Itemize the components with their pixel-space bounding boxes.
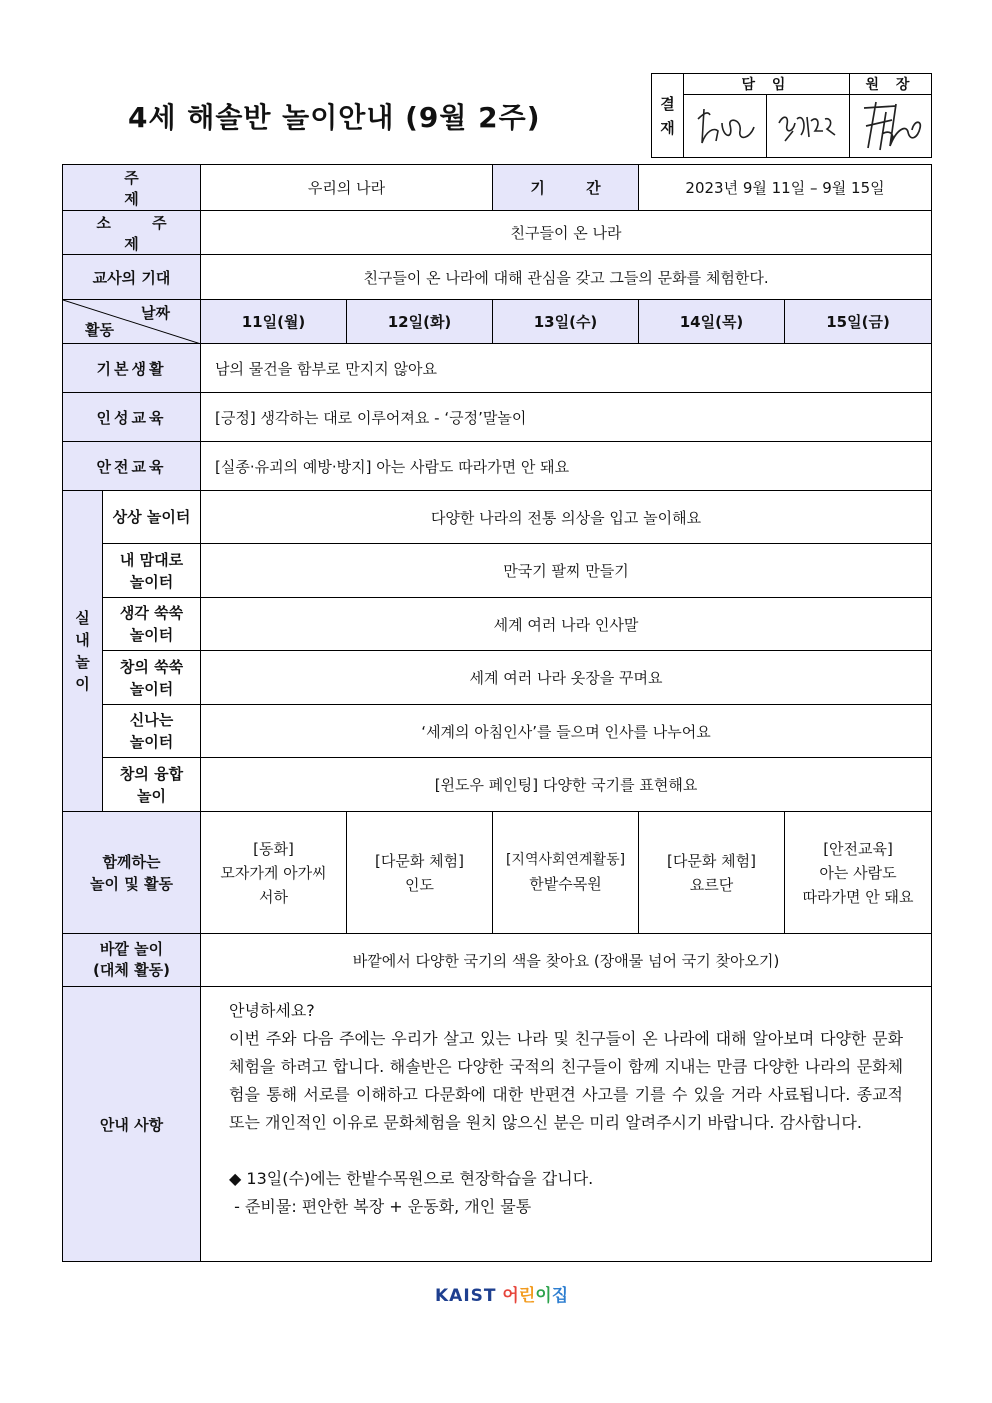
indoor-item-value: [윈도우 페인팅] 다양한 국기를 표현해요 bbox=[201, 758, 932, 812]
subtheme-label: 소 주 제 bbox=[63, 211, 201, 255]
outdoor-value: 바깥에서 다양한 국기의 색을 찾아요 (장애물 넘어 국기 찾아오기) bbox=[201, 934, 932, 987]
theme-value: 우리의 나라 bbox=[201, 165, 493, 211]
theme-label: 주 제 bbox=[63, 165, 201, 211]
together-day-1: [동화] 모자가게 아가씨 서하 bbox=[201, 812, 347, 934]
page-title: 4세 해솔반 놀이안내 (9월 2주) bbox=[128, 101, 541, 134]
approval-label-top: 결 bbox=[660, 94, 675, 113]
teacher-header: 담 임 bbox=[684, 74, 850, 95]
indoor-item-value: 다양한 나라의 전통 의상을 입고 놀이해요 bbox=[201, 491, 932, 544]
notice-content bbox=[201, 987, 932, 1262]
indoor-item-name: 생각 쑥쑥 놀이터 bbox=[103, 598, 201, 651]
teacher-signature-2 bbox=[767, 95, 850, 158]
date-label: 날짜 bbox=[141, 304, 171, 322]
day-header: 14일(목) bbox=[639, 300, 785, 344]
safety-edu-value: [실종·유괴의 예방·방지] 아는 사람도 따라가면 안 돼요 bbox=[201, 442, 932, 491]
together-day-2: [다문화 체험] 인도 bbox=[347, 812, 493, 934]
basic-life-label: 기본생활 bbox=[63, 344, 201, 393]
day-header: 15일(금) bbox=[785, 300, 932, 344]
indoor-item-value: 세계 여러 나라 옷장을 꾸며요 bbox=[201, 651, 932, 705]
director-header: 원 장 bbox=[850, 74, 932, 95]
weekly-plan-table bbox=[62, 164, 932, 1262]
indoor-item-name: 상상 놀이터 bbox=[103, 491, 201, 544]
character-edu-label: 인성교육 bbox=[63, 393, 201, 442]
safety-edu-label: 안전교육 bbox=[63, 442, 201, 491]
subtheme-value: 친구들이 온 나라 bbox=[201, 211, 932, 255]
expect-value: 친구들이 온 나라에 대해 관심을 갖고 그들의 문화를 체험한다. bbox=[201, 255, 932, 300]
together-day-5: [안전교육] 아는 사람도 따라가면 안 돼요 bbox=[785, 812, 932, 934]
approval-label bbox=[652, 74, 684, 158]
day-header: 12일(화) bbox=[347, 300, 493, 344]
kaist-daycare-logo: KAIST 어린이집 bbox=[435, 1286, 569, 1306]
together-label: 함께하는 놀이 및 활동 bbox=[63, 812, 201, 934]
approval-label-bottom: 재 bbox=[660, 118, 675, 137]
notice-body: 이번 주와 다음 주에는 우리가 살고 있는 나라 및 친구들이 온 나라에 대해 알아보며 다양한 문화체험을 하려고 합니다. 해솔반은 다양한 국적의 친구들이 함께 지내는 만큼 다양한 나라의 문화체험을 통해 서로를 이해하고 다문화에 대한 반편견 사고를 기를 수 있을 거라 사료됩니다. 종교적 또는 개인적인 이유로 문화체험을 원치 않으신 분은 미리 알려주시기 바랍니다. 감사합니다. bbox=[229, 1029, 904, 1132]
notice-prep: - 준비물: 편안한 복장 + 운동화, 개인 물통 bbox=[229, 1197, 532, 1216]
together-day-3: [지역사회연계활동] 한밭수목원 bbox=[493, 812, 639, 934]
indoor-item-name: 신나는 놀이터 bbox=[103, 705, 201, 758]
expect-label: 교사의 기대 bbox=[63, 255, 201, 300]
period-value: 2023년 9월 11일 – 9월 15일 bbox=[639, 165, 932, 211]
indoor-play-label: 실 내 놀 이 bbox=[63, 491, 103, 812]
notice-label: 안내 사항 bbox=[63, 987, 201, 1262]
day-header: 13일(수) bbox=[493, 300, 639, 344]
teacher-signature-1 bbox=[684, 95, 767, 158]
indoor-item-value: 세계 여러 나라 인사말 bbox=[201, 598, 932, 651]
character-edu-value: [긍정] 생각하는 대로 이루어져요 - ‘긍정’말놀이 bbox=[201, 393, 932, 442]
indoor-item-name: 창의 쑥쑥 놀이터 bbox=[103, 651, 201, 705]
outdoor-label: 바깥 놀이 (대체 활동) bbox=[63, 934, 201, 987]
indoor-item-value: ‘세계의 아침인사’를 들으며 인사를 나누어요 bbox=[201, 705, 932, 758]
notice-bullet: ◆ 13일(수)에는 한밭수목원으로 현장학습을 갑니다. bbox=[229, 1169, 594, 1188]
indoor-item-name: 창의 융합 놀이 bbox=[103, 758, 201, 812]
activity-label: 활동 bbox=[85, 321, 114, 339]
indoor-item-value: 만국기 팔찌 만들기 bbox=[201, 544, 932, 598]
together-day-4: [다문화 체험] 요르단 bbox=[639, 812, 785, 934]
diagonal-line bbox=[63, 300, 201, 344]
notice-greeting: 안녕하세요? bbox=[229, 1001, 315, 1020]
approval-box bbox=[651, 73, 932, 158]
basic-life-value: 남의 물건을 함부로 만지지 않아요 bbox=[201, 344, 932, 393]
indoor-item-name: 내 맘대로 놀이터 bbox=[103, 544, 201, 598]
day-header-corner bbox=[63, 300, 201, 344]
director-signature bbox=[850, 95, 932, 158]
day-header: 11일(월) bbox=[201, 300, 347, 344]
period-label: 기 간 bbox=[493, 165, 639, 211]
